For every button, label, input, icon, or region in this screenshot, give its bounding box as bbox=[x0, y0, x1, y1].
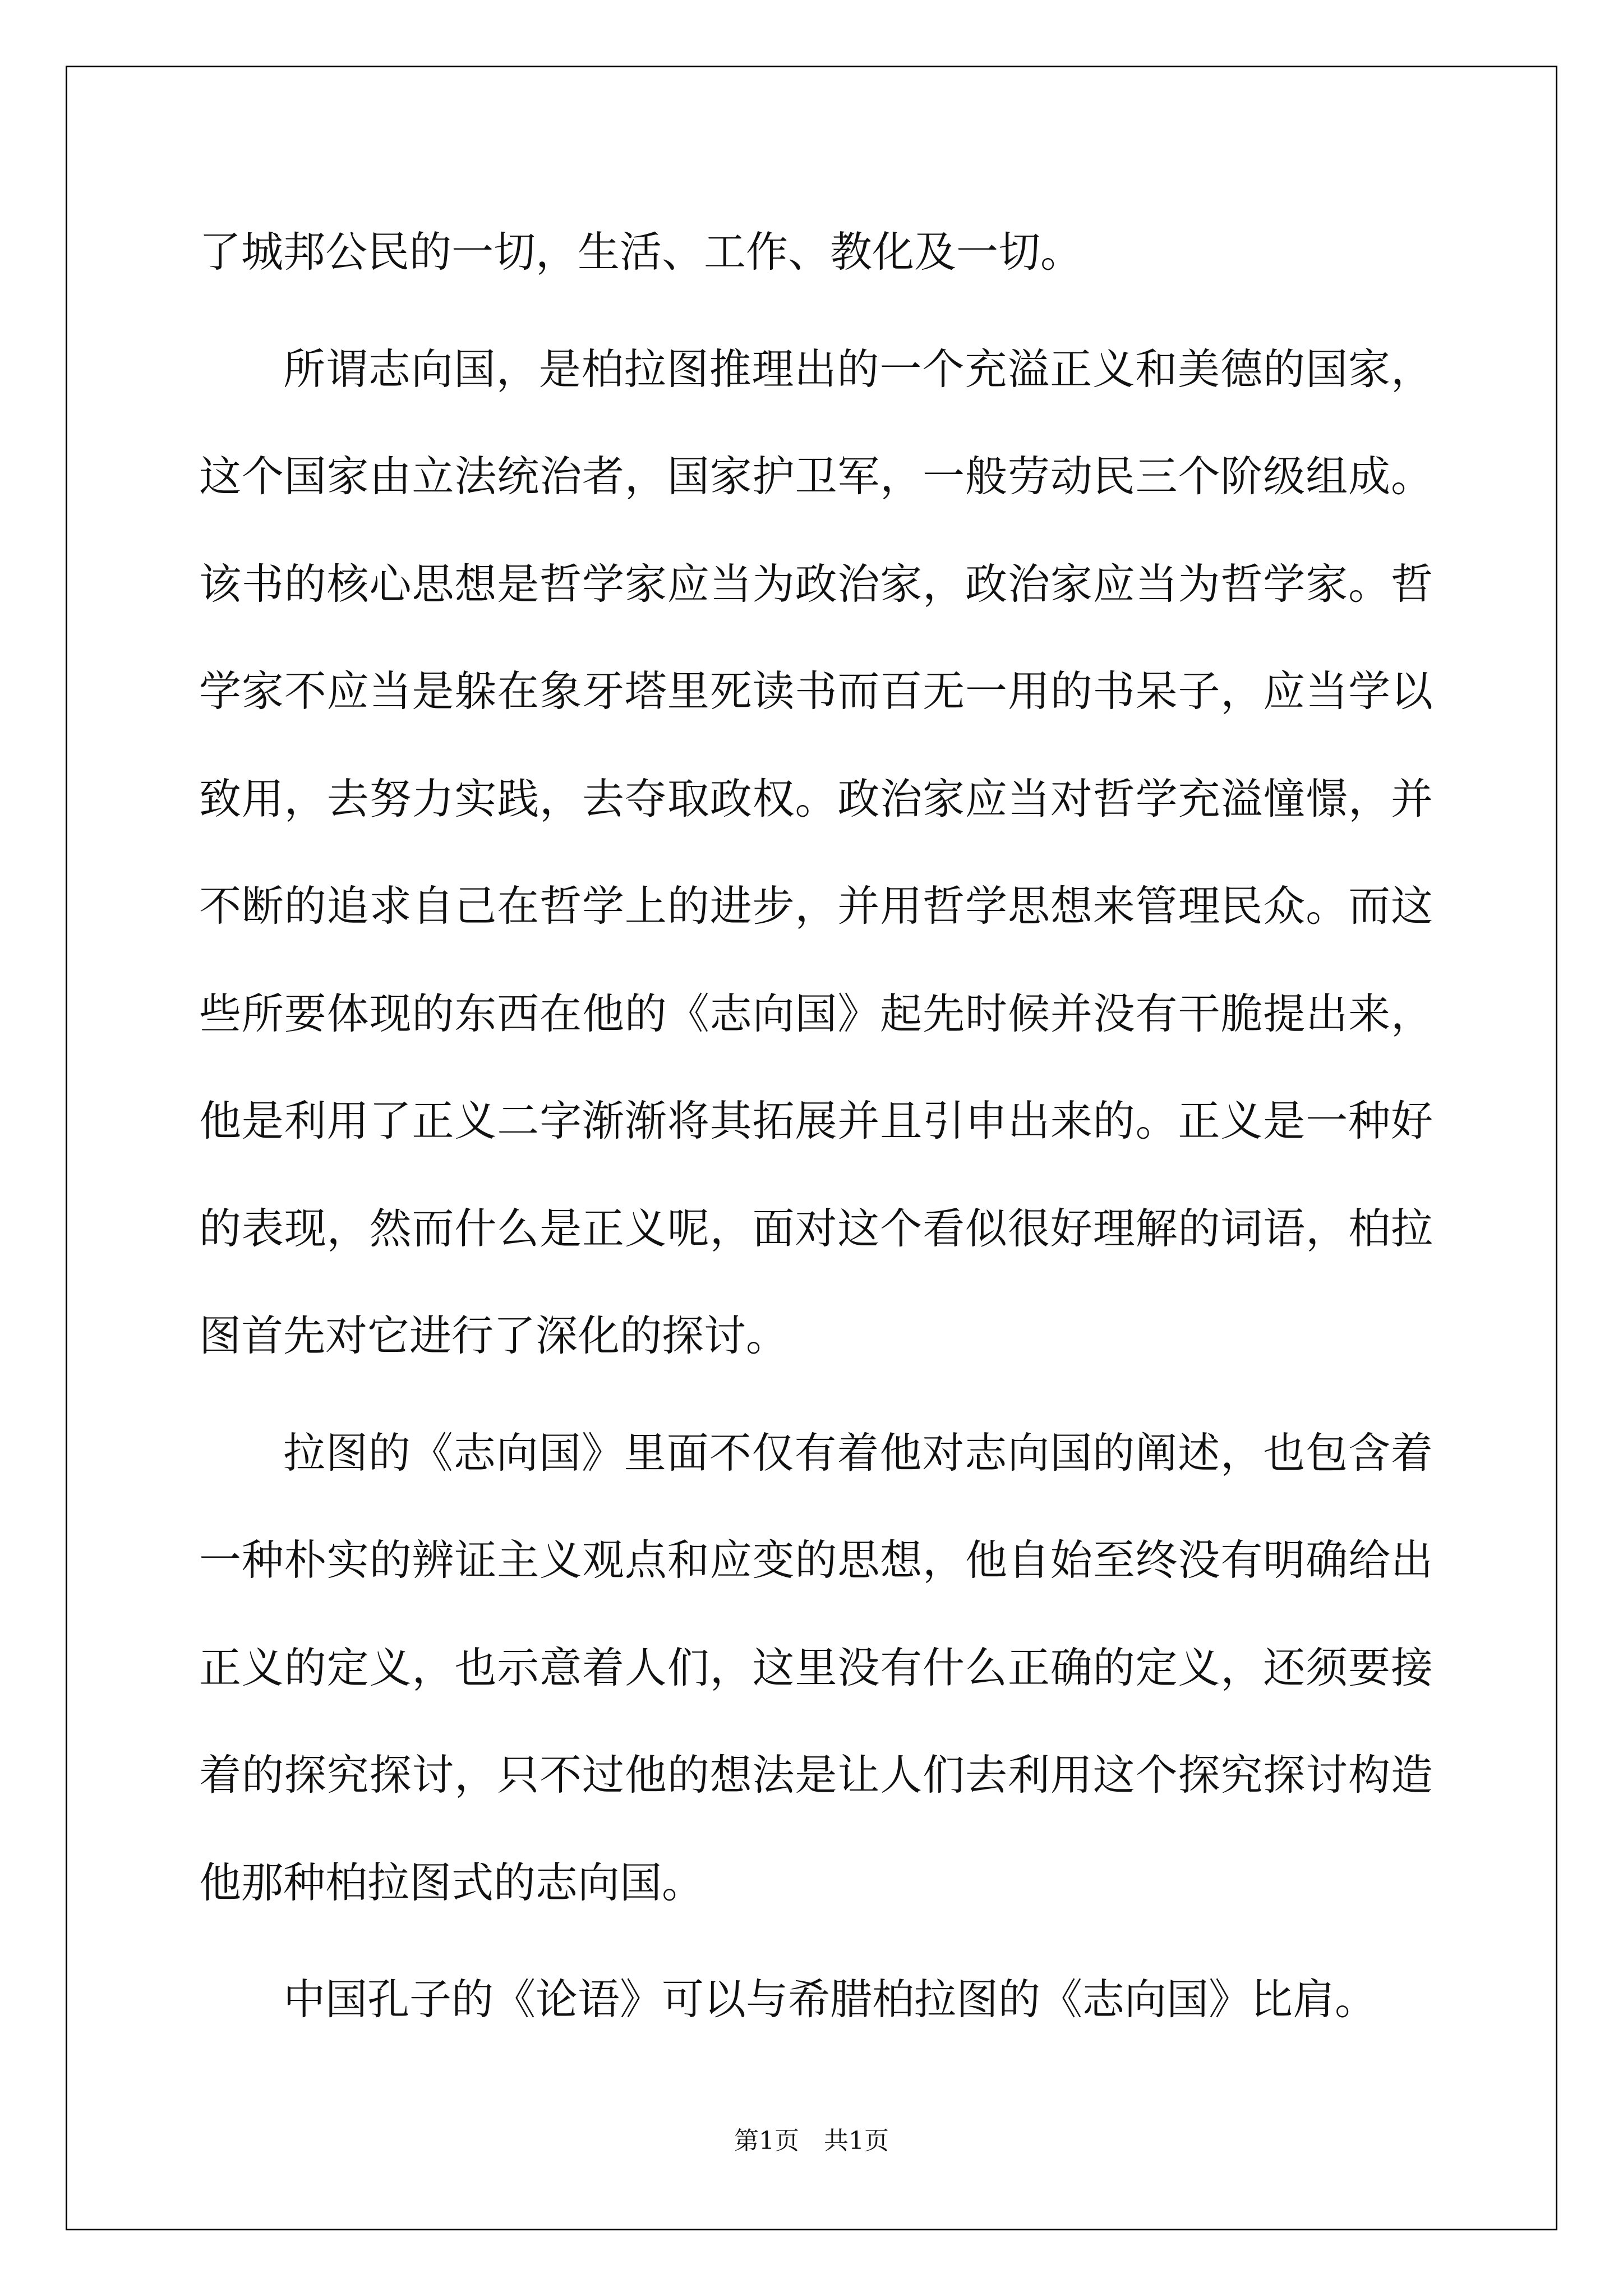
page-number-current: 第1页 bbox=[734, 2127, 799, 2155]
paragraph-2: 所谓志向国，是柏拉图推理出的一个充溢正义和美德的国家，这个国家由立法统治者，国家护卫军，一般劳动民三个阶级组成。该书的核心思想是哲学家应当为政治家，政治家应当为哲学家。哲学家不应当是躲在象牙塔里死读书而百无一用的书呆子，应当学以致用，去努力实践，去夺取政权。政治家应当对哲学充溢憧憬，并不断的追求自己在哲学上的进步，并用哲学思想来管理民众。而这些所要体现的东西在他的《志向国》起先时候并没有干脆提出来，他是利用了正义二字渐渐将其拓展并且引申出来的。正义是一种好的表现，然而什么是正义呢，面对这个看似很好理解的词语，柏拉图首先对它进行了深化的探讨。 bbox=[199, 344, 1433, 1360]
paragraph-3: 拉图的《志向国》里面不仅有着他对志向国的阐述，也包含着一种朴实的辨证主义观点和应变的思想，他自始至终没有明确给出正义的定义，也示意着人们，这里没有什么正确的定义，还须要接着的探究探讨，只不过他的想法是让人们去利用这个探究探讨构造他那种柏拉图式的志向国。 bbox=[199, 1428, 1433, 1907]
page-number-total: 共1页 bbox=[824, 2127, 889, 2155]
document-body bbox=[199, 199, 1433, 2063]
paragraph-4: 中国孔子的《论语》可以与希腊柏拉图的《志向国》比肩。 bbox=[283, 1975, 1377, 2024]
paragraph-1: 了城邦公民的一切，生活、工作、教化及一切。 bbox=[199, 227, 1083, 277]
page-footer bbox=[0, 2120, 1623, 2156]
